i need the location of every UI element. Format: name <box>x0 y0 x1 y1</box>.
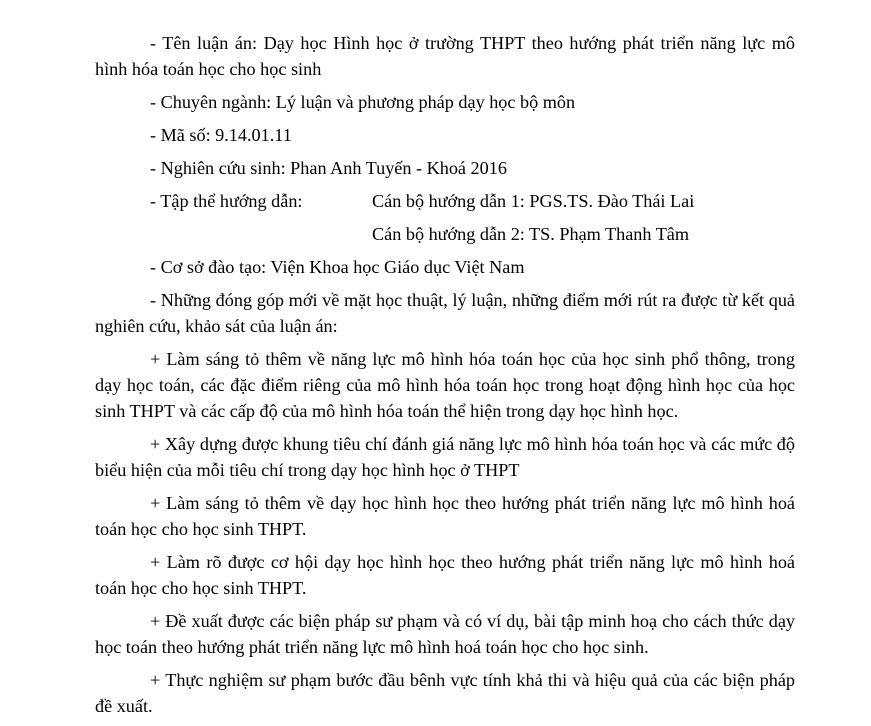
supervisors-row-2 <box>95 221 795 247</box>
supervisor-1: Cán bộ hướng dẫn 1: PGS.TS. Đào Thái Lai <box>372 191 695 211</box>
contribution-item: + Làm sáng tỏ thêm về năng lực mô hình hóa toán học của học sinh phổ thông, trong dạy học toán, các đặc điểm riêng của mô hình hóa toán học trong hoạt động hình học của học sinh THPT và các cấp độ của mô hình hóa toán thể hiện trong dạy học hình học. <box>95 349 795 421</box>
contribution-item: + Làm rõ được cơ hội dạy học hình học theo hướng phát triển năng lực mô hình hoá toán học cho học sinh THPT. <box>95 552 795 598</box>
code: - Mã số: 9.14.01.11 <box>150 125 292 145</box>
researcher: - Nghiên cứu sinh: Phan Anh Tuyến - Khoá 2016 <box>150 158 507 178</box>
contribution-item: + Đề xuất được các biện pháp sư phạm và có ví dụ, bài tập minh hoạ cho cách thức dạy học toán theo hướng phát triển năng lực mô hình hoá toán học cho học sinh. <box>95 611 795 657</box>
supervisors-label: - Tập thể hướng dẫn: <box>150 191 303 211</box>
institution: - Cơ sở đào tạo: Viện Khoa học Giáo dục Việt Nam <box>150 257 525 277</box>
contribution-item: + Xây dựng được khung tiêu chí đánh giá năng lực mô hình hóa toán học và các mức độ biểu hiện của mỗi tiêu chí trong dạy học hình học ở THPT <box>95 434 795 480</box>
supervisor-2: Cán bộ hướng dẫn 2: TS. Phạm Thanh Tâm <box>372 224 690 244</box>
supervisors-row <box>95 188 795 214</box>
major: - Chuyên ngành: Lý luận và phương pháp dạy học bộ môn <box>150 92 576 112</box>
contribution-item: + Làm sáng tỏ thêm về dạy học hình học theo hướng phát triển năng lực mô hình hoá toán học cho học sinh THPT. <box>95 493 795 539</box>
document-page <box>95 30 795 726</box>
contribution-item: + Thực nghiệm sư phạm bước đầu bênh vực tính khả thi và hiệu quả của các biện pháp đề xuất. <box>95 670 795 716</box>
thesis-title: - Tên luận án: Dạy học Hình học ở trường THPT theo hướng phát triển năng lực mô hình hóa toán học cho học sinh <box>95 33 795 79</box>
contributions-intro: - Những đóng góp mới về mặt học thuật, lý luận, những điểm mới rút ra được từ kết quả nghiên cứu, khảo sát của luận án: <box>95 290 795 336</box>
